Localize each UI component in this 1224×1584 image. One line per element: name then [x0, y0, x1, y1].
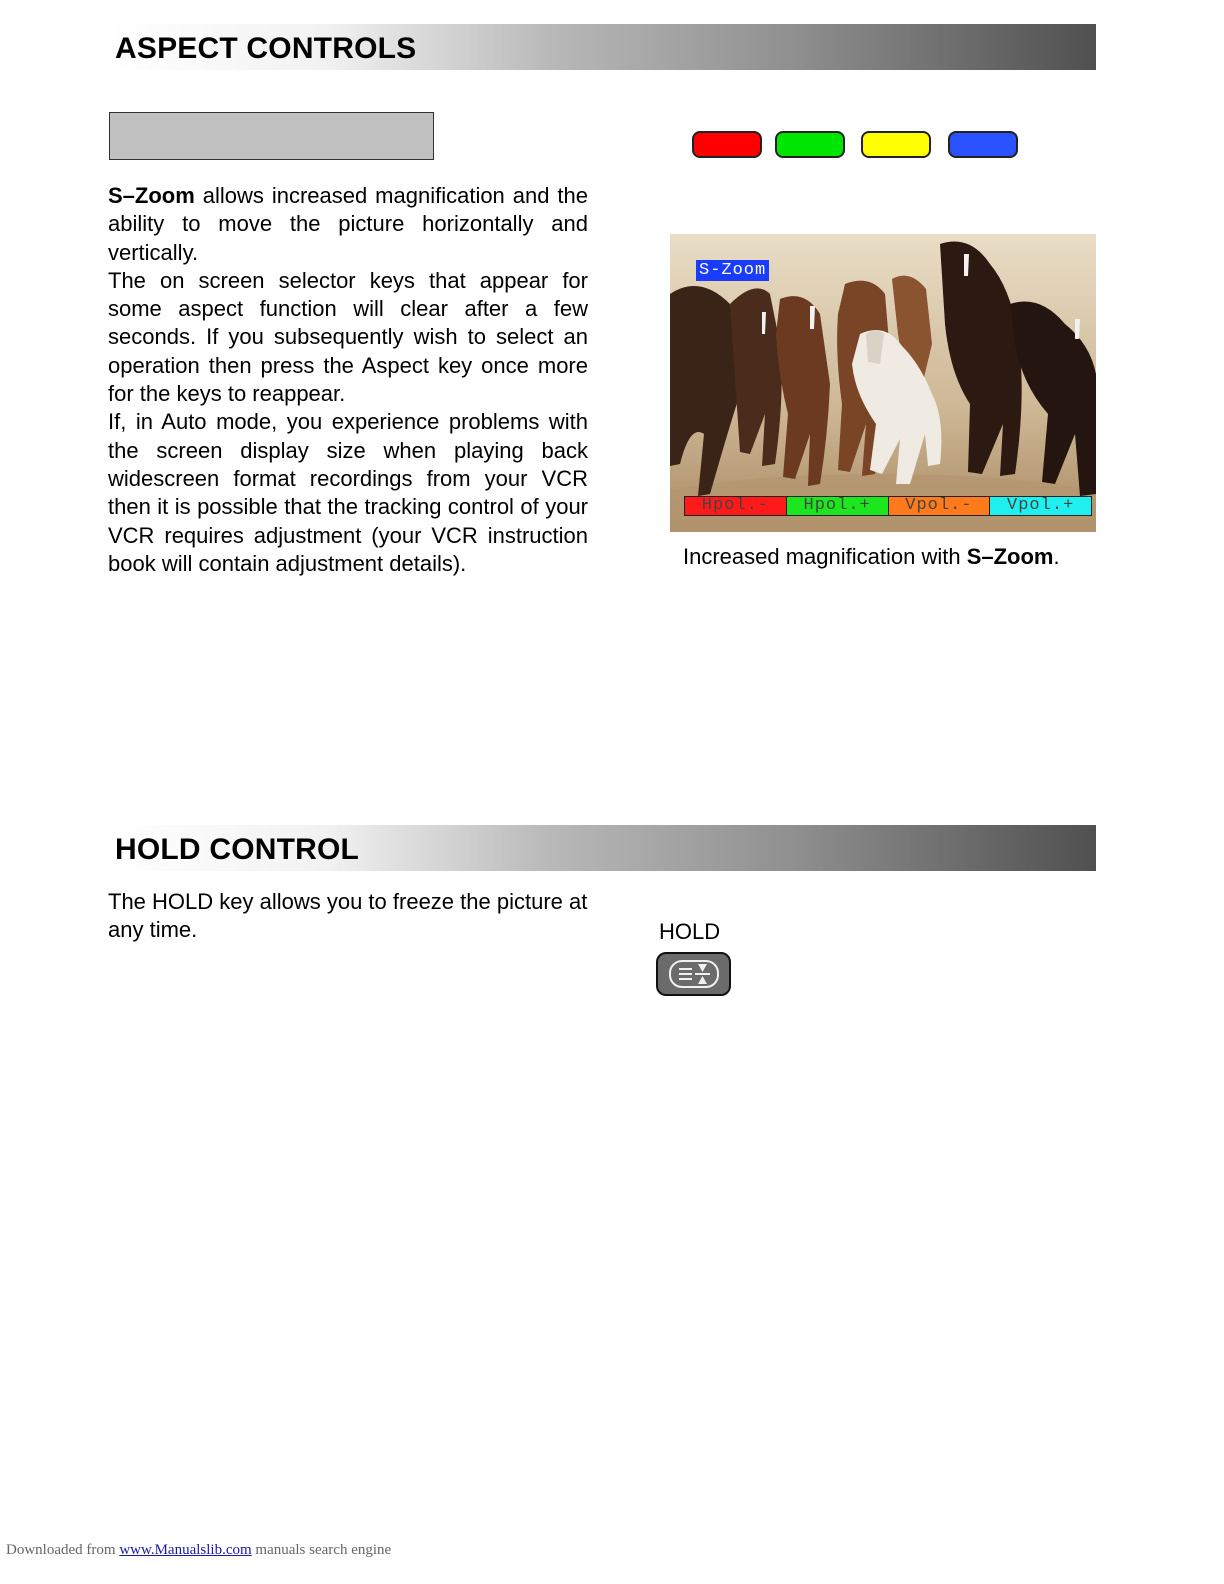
vcr-tracking-paragraph: If, in Auto mode, you experience problems with the screen display size when playing back widescreen format recordings from your VCR then it is possible that the tracking control of your VCR requires adjustment (your VCR instruction book will contain adjustment details). [108, 409, 588, 576]
position-key-row [684, 496, 1092, 516]
intro-paragraph [108, 182, 588, 267]
hold-control-header [108, 825, 1096, 871]
s-zoom-screen-image [670, 234, 1096, 532]
caption-prefix: Increased magnification with [683, 544, 967, 569]
image-caption [683, 543, 1060, 571]
aspect-controls-title: ASPECT CONTROLS [115, 32, 417, 65]
download-footer [6, 1542, 391, 1559]
hold-button-label: HOLD [659, 919, 721, 944]
blue-key[interactable] [948, 131, 1018, 158]
vpol-minus-key[interactable]: Vpol.- [889, 497, 991, 515]
vpol-plus-key[interactable]: Vpol.+ [990, 497, 1091, 515]
caption-term: S–Zoom [966, 544, 1054, 569]
manualslib-link[interactable]: www.Manualslib.com [119, 1542, 252, 1558]
hpol-minus-key[interactable]: Hpol.- [685, 497, 787, 515]
hold-paragraph: The HOLD key allows you to freeze the picture at any time. [108, 889, 588, 943]
intro-rest: allows increased magnification and the ability to move the picture horizontally and vertically. [108, 183, 588, 265]
aspect-body-text [108, 182, 588, 578]
green-key[interactable] [775, 131, 845, 158]
hpol-plus-key[interactable]: Hpol.+ [787, 497, 889, 515]
caption-suffix: . [1053, 544, 1060, 569]
selector-keys-paragraph: The on screen selector keys that appear for some aspect function will clear after a few seconds. If you subsequently wish to select an operation then press the Aspect key once more for the keys to reappear. [108, 267, 588, 407]
s-zoom-osd-label: S-Zoom [696, 260, 769, 281]
hold-control-title: HOLD CONTROL [115, 833, 360, 866]
grey-label-box [109, 112, 434, 160]
hold-button[interactable] [656, 952, 731, 996]
freeze-frame-icon [668, 959, 720, 989]
red-key[interactable] [692, 131, 762, 158]
hold-body-text [108, 888, 588, 945]
footer-prefix: Downloaded from [6, 1542, 120, 1558]
footer-suffix: manuals search engine [251, 1542, 392, 1558]
yellow-key[interactable] [861, 131, 931, 158]
aspect-controls-header [108, 24, 1096, 70]
s-zoom-term: S–Zoom [108, 183, 195, 208]
